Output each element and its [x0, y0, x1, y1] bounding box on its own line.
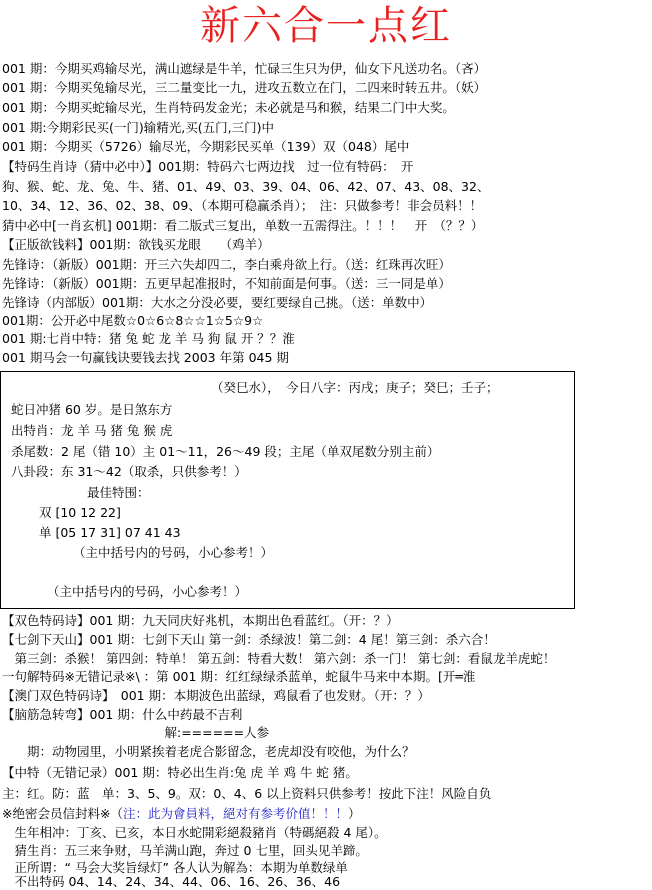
text-line: 猜中必中[一肖玄机] 001期：看二版式三复出，单数一五需得注。！！！ 开 （？？） — [2, 218, 484, 233]
text-line: 狗、猴、蛇、龙、兔、牛、猪、01、49、03、39、04、06、42、07、43、08、32、 — [2, 179, 490, 194]
text-line: 【中特（无错记录）001 期：特必出生肖:兔 虎 羊 鸡 牛 蛇 猪。 — [2, 765, 358, 780]
secret-suffix: ） — [347, 806, 361, 821]
bagua-line: 八卦段：东 31～42（取杀，只供参考！） — [11, 464, 247, 479]
text-line: 先锋诗：（新版）001期：开三六失却四二，李白乘舟欲上行。（送：红珠再次旺） — [2, 257, 451, 272]
chu-te-line: 出特肖：龙 羊 马 猪 兔 猴 虎 — [11, 423, 173, 438]
text-line: 第三剑：杀猴！ 第四剑：特单！ 第五剑：特看大数！ 第六剑：杀一门！ 第七剑：看鼠龙羊虎蛇！ — [2, 651, 556, 666]
text-line: 【双色特码诗】001 期：九天同庆好兆机，本期出色看蓝红。（开：？） — [2, 613, 399, 628]
text-line: 期：动物园里，小明紧挨着老虎合影留念，老虎却没有咬他，为什么？ — [2, 744, 415, 759]
text-line: 先锋诗：（新版）001期：五更早起准报时，不知前面是何事。（送：三一同是单） — [2, 276, 451, 291]
text-line: 【脑筋急转弯】001 期：什么中药最不吉利 — [2, 707, 243, 722]
text-line: 【澳门双色特码诗】 001 期：本期波色出蓝绿，鸡鼠看了也发财。（开：？） — [2, 688, 430, 703]
text-line: 先锋诗（内部版）001期：大水之分没必要，要红要绿自己挑。（送：单数中） — [2, 295, 433, 310]
chong-line: 蛇日冲猪 60 岁。是日煞东方 — [11, 402, 173, 417]
text-line: 一句解特码※无错记录※\ ：第 001 期：红红绿绿杀蓝单，蛇鼠牛马来中本期。[开═淮 — [2, 669, 476, 684]
text-line: 10、34、12、36、02、38、09、（本期可稳赢杀肖）； 注：只做参考！非会员料！！ — [2, 198, 483, 213]
page-title: 新六合一点红 — [200, 3, 452, 49]
text-line: 生年相冲：丁亥、已亥，本日水蛇開彩絕殺豬肖（特碼絕殺 4 尾）。 — [2, 825, 387, 840]
text-line: 正所谓：“ 马会大奖旨绿灯” 各人认为解為：本期为单数绿单 — [2, 860, 348, 875]
prediction-panel — [0, 371, 575, 609]
text-line: 001 期马会一句赢钱诀要钱去找 2003 年第 045 期 — [2, 350, 289, 365]
shuang-line: 双 [10 12 22] — [39, 505, 121, 520]
text-line: 【七剑下天山】001 期：七剑下天山 第一剑：杀绿波！第二剑：4 尾！第三剑：杀六合！ — [2, 632, 496, 647]
sha-wei-line: 杀尾数：2 尾（错 10）主 01～11，26～49 段；主尾（单双尾数分别主前） — [11, 444, 440, 459]
text-line: 不出特码 04、14、24、34、44、06、16、26、36、46 — [2, 874, 341, 889]
best-label: 最佳特围： — [87, 485, 150, 500]
text-line: 【正版欲钱料】001期：欲钱买龙眼 （鸡羊） — [2, 237, 270, 252]
secret-line — [2, 805, 360, 822]
text-line: 解:======人参 — [2, 725, 270, 740]
bazi-line: （癸巳水）， 今日八字：丙戌；庚子；癸巳；壬子； — [211, 380, 499, 395]
text-line: 001 期：今期买（5726）输尽光，今期彩民买单（139）双（048）尾中 — [2, 139, 410, 154]
note-line: （主中括号内的号码，小心参考！） — [73, 545, 274, 560]
text-line: 001 期:今期彩民买(一门)输精光,买(五门,三门)中 — [2, 120, 274, 135]
secret-prefix: ※绝密会员信封料※（ — [2, 806, 123, 821]
text-line: 001期：公开必中尾数☆0☆6☆8☆☆1☆5☆9☆ — [2, 313, 264, 328]
text-line: 001 期：今期买蛇输尽光，生肖特码发金光；未必就是马和猴，结果二门中大奖。 — [2, 100, 455, 115]
text-line: 001 期：今期买兔输尽光，三二量变比一九，进攻五数立在门，二四来时转五井。（妖） — [2, 80, 487, 95]
text-line: 【特码生肖诗（猜中必中）】001期：特码六七两边找 过一位有特码： 开 — [2, 159, 414, 174]
dan-line: 单 [05 17 31] 07 41 43 — [39, 525, 181, 540]
note-line: （主中括号内的号码，小心参考！） — [47, 584, 248, 599]
text-line: 主：红。防：蓝 单：3、5、9。双：0、4、6 以上资料只供参考！按此下注！风险自负 — [2, 786, 492, 801]
secret-note: 注：此为會員料，絕对有参考价值！！！ — [122, 806, 348, 821]
text-line: 001 期:七肖中特：猪 兔 蛇 龙 羊 马 狗 鼠 开 ？？淮 — [2, 331, 295, 346]
text-line: 猜生肖：五三来争财，马羊满山跑，奔过 0 七里，回头见羊蹄。 — [2, 843, 368, 858]
text-line: 001 期：今期买鸡输尽光，满山遮绿是牛羊，忙碌三生只为伊，仙女下凡送功名。（吝） — [2, 61, 487, 76]
